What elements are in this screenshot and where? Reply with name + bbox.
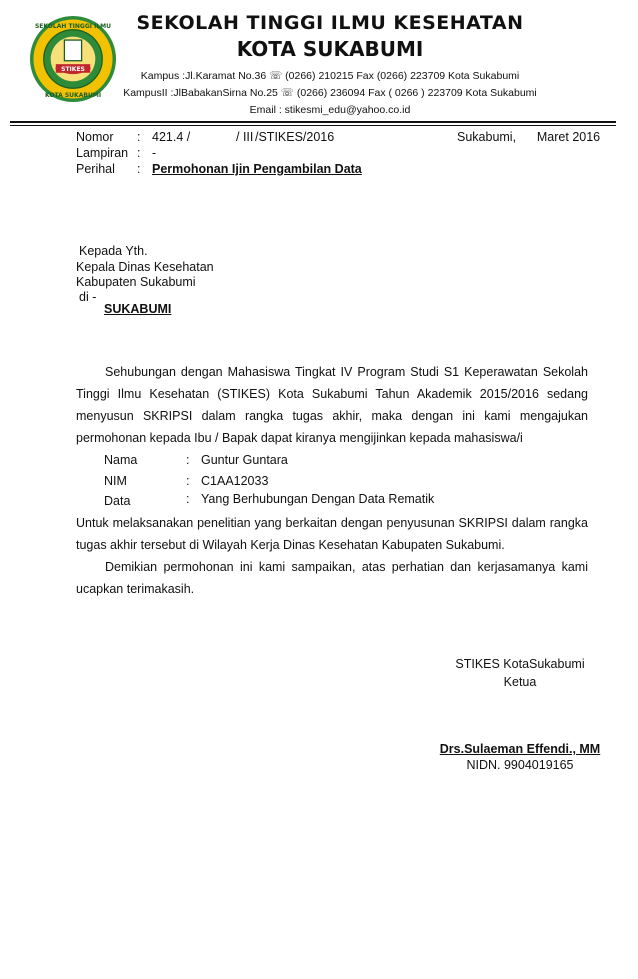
letterhead-city: KOTA SUKABUMI [236, 37, 424, 61]
lampiran-colon: : [137, 146, 141, 160]
signatory-name: Drs.Sulaeman Effendi., MM [439, 742, 601, 756]
nomor-month: / III [236, 130, 254, 144]
letterhead-divider [10, 121, 616, 126]
field-nama-label: Nama [104, 453, 138, 467]
body-paragraph-1: Sehubungan dengan Mahasiswa Tingkat IV Program Studi S1 Keperawatan Sekolah Tinggi Ilmu Kesehatan (STIKES) Kota Sukabumi Tahun Akademik 2015/2016 sedang menyusun SKRIPSI dalam rangka tugas akhir, maka dengan ini kami mengajukan permohonan kepada Ibu / Bapak dapat kiranya mengijinkan kepada mahasiswa/i [76, 365, 588, 445]
letterhead-campus-2: KampusII :JlBabakanSirna No.25 ☏ (0266) 236094 Fax ( 0266 ) 223709 Kota Sukabumi [123, 87, 537, 99]
svg-text:SEKOLAH TINGGI ILMU: SEKOLAH TINGGI ILMU [34, 23, 112, 31]
nomor-label: Nomor [76, 130, 114, 144]
address-salutation: Kepada Yth. [79, 244, 148, 258]
field-nama-value: Guntur Guntara [201, 453, 288, 467]
svg-text:KOTA SUKABUMI: KOTA SUKABUMI [44, 91, 102, 99]
body-paragraph-3: Demikian permohonan ini kami sampaikan, atas perhatian dan kerjasamanya kami ucapkan terimakasih. [76, 560, 588, 596]
field-nim-colon: : [186, 474, 190, 488]
letterhead-email: Email : stikesmi_edu@yahoo.co.id [249, 104, 411, 116]
nomor-suffix: /STIKES/2016 [255, 130, 335, 144]
signature-organization: STIKES KotaSukabumi [455, 657, 585, 671]
address-region: Kabupaten Sukabumi [76, 275, 196, 289]
field-nama-colon: : [186, 453, 190, 467]
signature-role: Ketua [503, 675, 537, 689]
address-di: di - [79, 290, 97, 304]
body-paragraph-2: Untuk melaksanakan penelitian yang berkaitan dengan penyusunan SKRIPSI dalam rangka tugas akhir tersebut di Wilayah Kerja Dinas Kesehatan Kabupaten Sukabumi. [76, 516, 588, 552]
address-recipient: Kepala Dinas Kesehatan [76, 260, 214, 274]
field-data-value: Yang Berhubungan Dengan Data Rematik [201, 492, 435, 506]
nomor-colon: : [137, 130, 141, 144]
perihal-colon: : [137, 162, 141, 176]
field-data-label: Data [104, 494, 131, 508]
signatory-nidn: NIDN. 9904019165 [466, 758, 574, 772]
address-city: SUKABUMI [104, 302, 172, 316]
nomor-value: 421.4 / [152, 130, 191, 144]
svg-text:STIKES: STIKES [61, 66, 85, 74]
field-nim-value: C1AA12033 [201, 474, 269, 488]
letterhead-campus-1: Kampus :Jl.Karamat No.36 ☏ (0266) 210215 Fax (0266) 223709 Kota Sukabumi [140, 70, 520, 82]
letter-date: Sukabumi, Maret 2016 [457, 130, 601, 144]
lampiran-label: Lampiran [76, 146, 129, 160]
field-nim-label: NIM [104, 474, 127, 488]
lampiran-value: - [152, 146, 157, 160]
letterhead-institution: SEKOLAH TINGGI ILMU KESEHATAN [136, 12, 524, 34]
perihal-value: Permohonan Ijin Pengambilan Data [152, 162, 362, 176]
perihal-label: Perihal [76, 162, 115, 176]
field-data-colon: : [186, 492, 190, 506]
